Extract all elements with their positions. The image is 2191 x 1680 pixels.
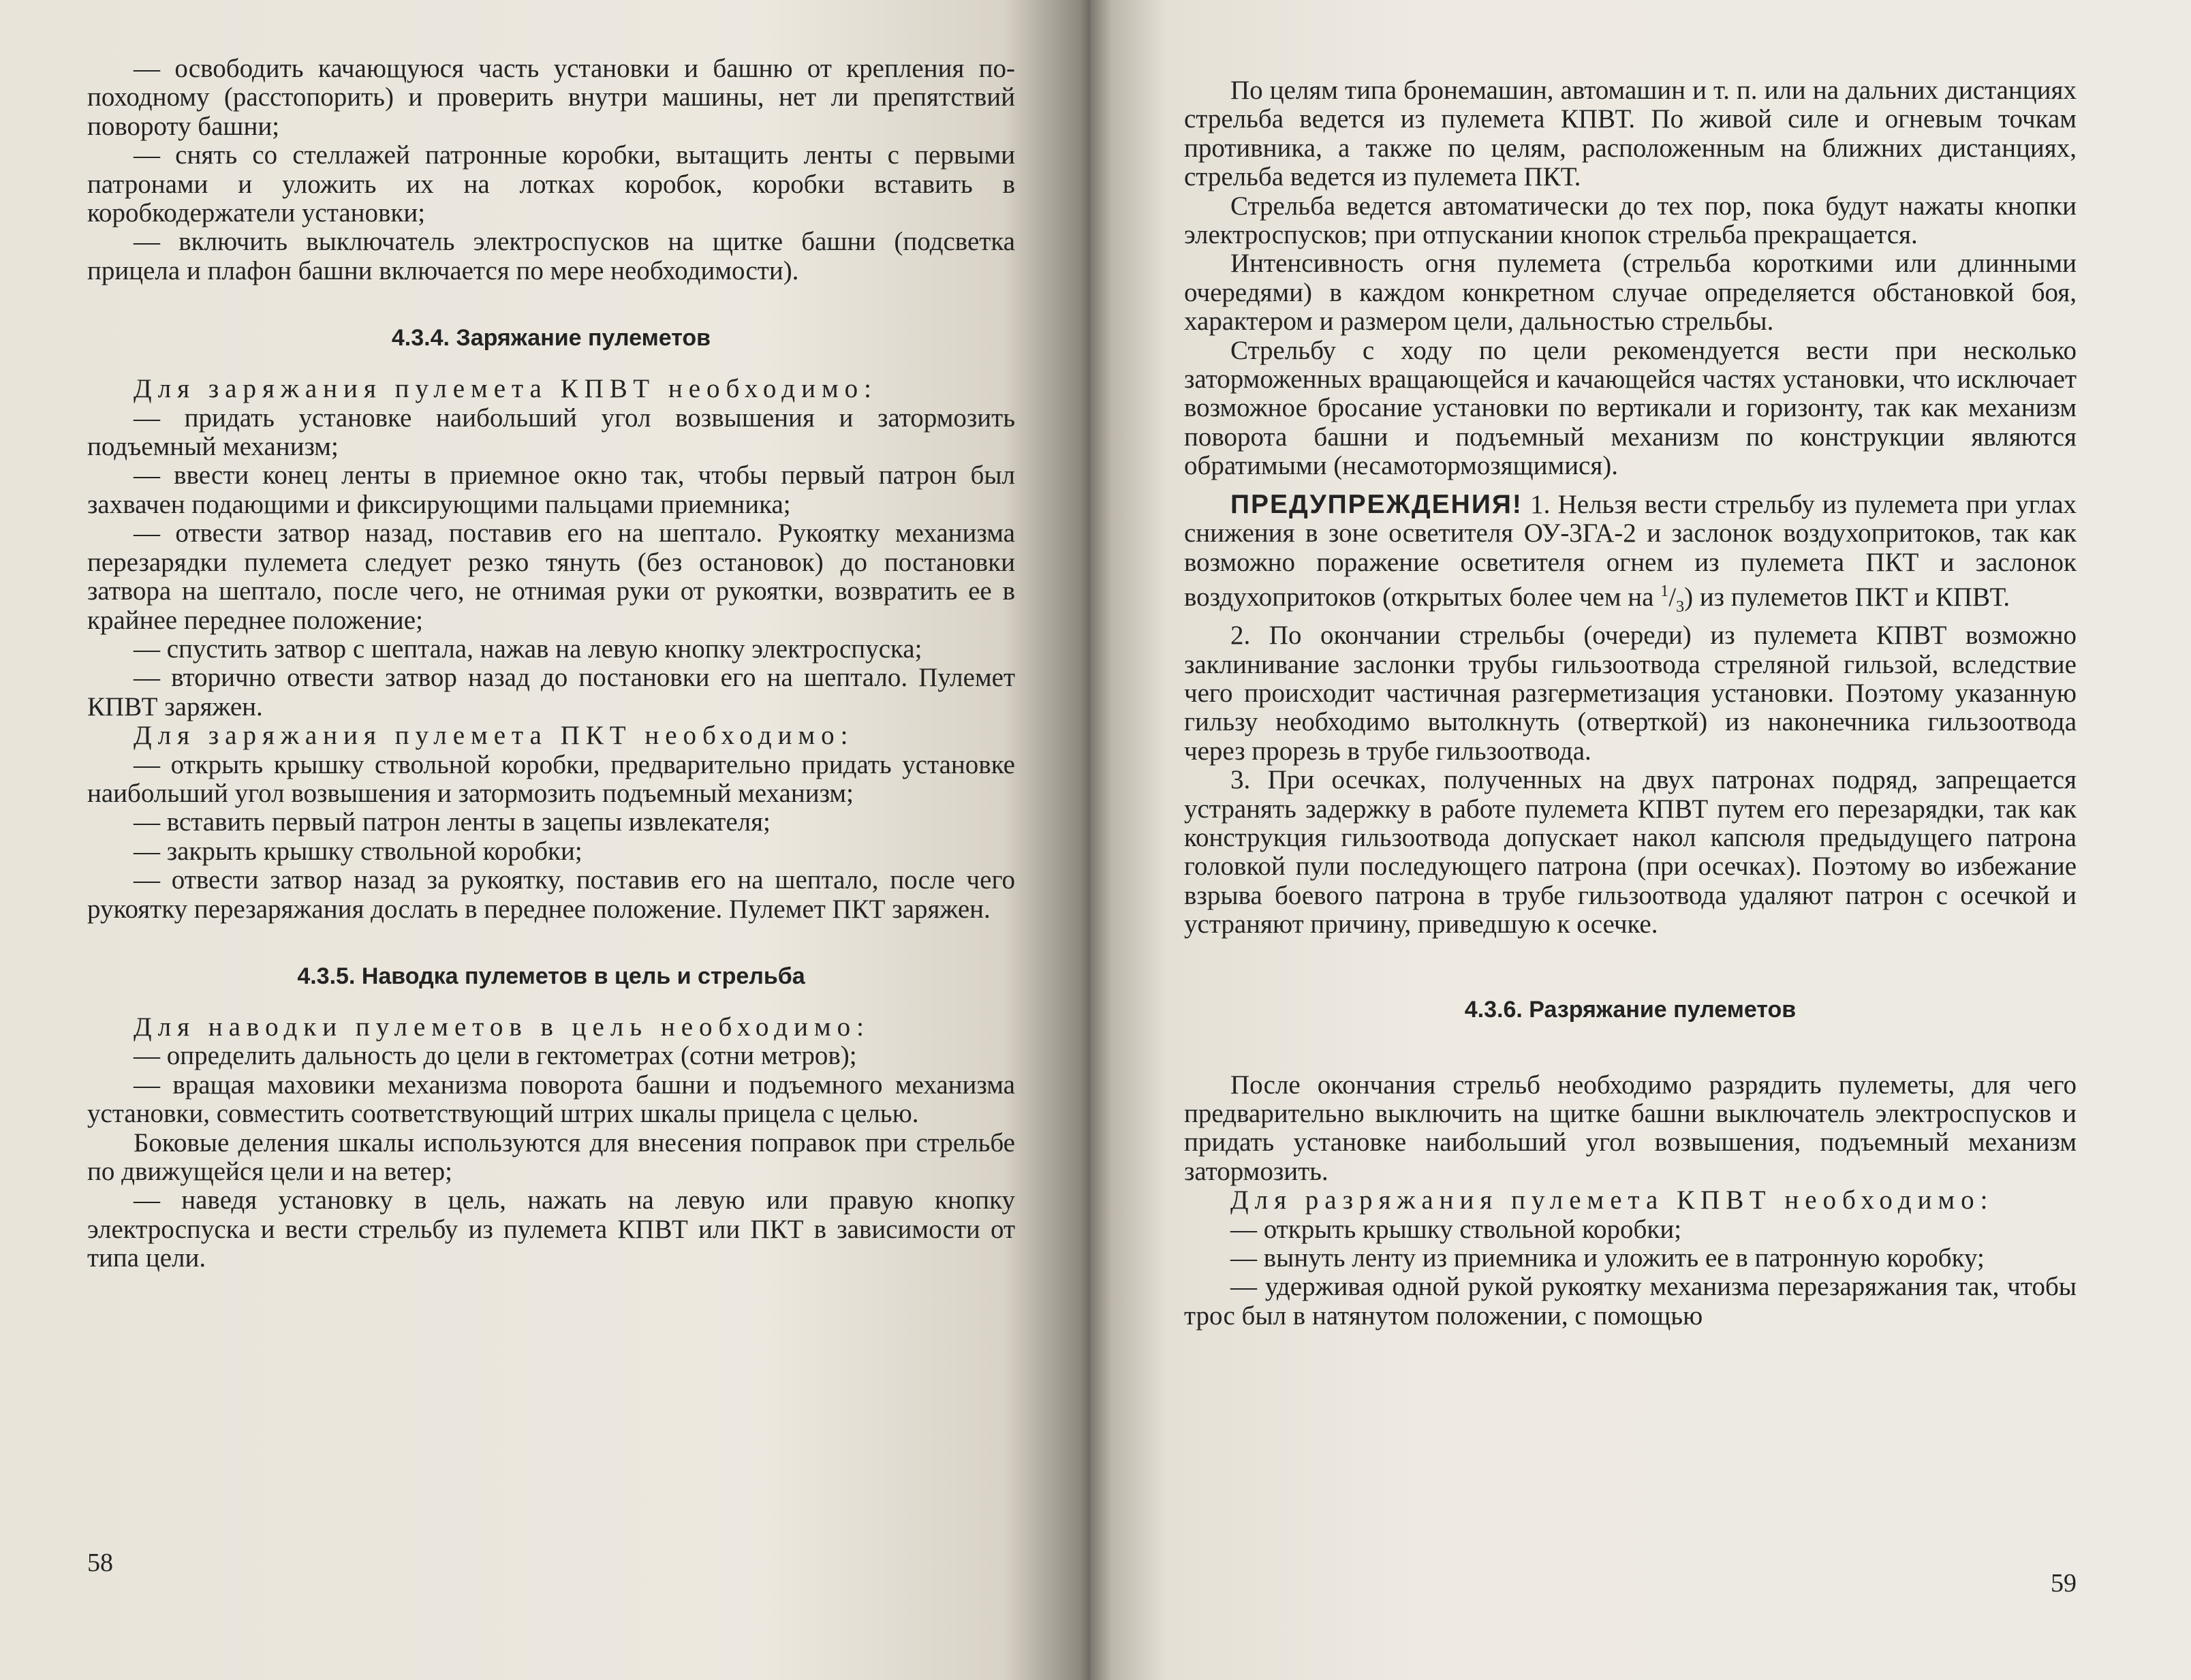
warning-label: ПРЕДУПРЕЖДЕНИЯ!: [1230, 489, 1523, 519]
list-item: — закрыть крышку ствольной коробки;: [134, 836, 582, 866]
list-item: — вставить первый патрон ленты в зацепы извлекателя;: [134, 807, 771, 837]
list-item: — открыть крышку ствольной коробки, предварительно придать установке наибольший угол возвышения и затормозить подъемный механизм;: [87, 749, 1015, 808]
list-item: — включить выключатель электроспусков на щитке башни (подсветка прицела и плафон башни включается по мере необходимости).: [87, 227, 1015, 285]
list-item: — открыть крышку ствольной коробки;: [1230, 1214, 1682, 1244]
paragraph: По целям типа бронемашин, автомашин и т. п. или на дальних дистанциях стрельба ведется из пулемета КПВТ. По живой силе и огневым точкам противника, а также по целям, расположенным на ближних дистанциях, стрельба ведется из пулемета ПКТ.: [1184, 76, 2077, 192]
section-heading-4-3-4: 4.3.4. Заряжание пулеметов: [391, 325, 711, 352]
warning-item-1: ПРЕДУПРЕЖДЕНИЯ! 1. Нельзя вести стрельбу из пулемета при углах снижения в зоне осветителя ОУ-3ГА-2 и заслонок воздухопритоков, так как возможно поражение осветителя огнем из пулемета ПКТ и заслонок воздухопритоков (открытых более чем на $^1/_3$) из пулеметов ПКТ и КПВТ.: [1184, 489, 2077, 616]
paragraph: После окончания стрельб необходимо разрядить пулеметы, для чего предварительно выключить на щитке башни выключатель электроспусков и придать установке наибольший угол возвышения, подъемный механизм затормозить.: [1184, 1070, 2077, 1186]
list-item: — снять со стеллажей патронные коробки, вытащить ленты с первыми патронами и уложить их на лотках коробок, коробки вставить в коробкодержатели установки;: [87, 140, 1015, 228]
section-heading-4-3-5: 4.3.5. Наводка пулеметов в цель и стрельба: [297, 963, 805, 989]
pkt-loading-intro: Для заряжания пулемета ПКТ необходимо:: [134, 721, 854, 751]
paragraph: Стрельбу с ходу по цели рекомендуется вести при несколько заторможенных вращающейся и качающейся частях установки, что исключает возможное бросание установки по вертикали и горизонту, так как механизм поворота башни и подъемный механизм по конструкции являются обратимыми (несамотормозящимися).: [1184, 335, 2077, 481]
list-item: — ввести конец ленты в приемное окно так, чтобы первый патрон был захвачен подающими и фиксирующими пальцами приемника;: [87, 461, 1015, 519]
list-item: — удерживая одной рукой рукоятку механизма перезаряжания так, чтобы трос был в натянутом положении, с помощью: [1184, 1272, 2077, 1331]
right-page: [1090, 0, 2191, 1680]
list-item: — придать установке наибольший угол возвышения и затормозить подъемный механизм;: [87, 403, 1015, 462]
list-item: — вращая маховики механизма поворота башни и подъемного механизма установки, совместить соответствующий штрих шкалы прицела с целью.: [87, 1070, 1015, 1129]
list-item: — отвести затвор назад, поставив его на шептало. Рукоятку механизма перезарядки пулемета следует резко тянуть (без остановок) до постановки затвора на шептало, после чего, не отнимая руки от рукоятки, возвратить ее в крайнее переднее положение;: [87, 518, 1015, 635]
kpvt-unloading-intro: Для разряжания пулемета КПВТ необходимо:: [1230, 1185, 1994, 1215]
list-item: — определить дальность до цели в гектометрах (сотни метров);: [134, 1041, 857, 1071]
list-item: — отвести затвор назад за рукоятку, поставив его на шептало, после чего рукоятку перезаряжания дослать в переднее положение. Пулемет ПКТ заряжен.: [87, 865, 1015, 924]
warning-item-2: 2. По окончании стрельбы (очереди) из пулемета КПВТ возможно заклинивание заслонки трубы гильзоотвода стреляной гильзой, вследствие чего происходит частичная разгерметизация установки. Поэтому указанную гильзу необходимо вытолкнуть (отверткой) из наконечника гильзоотвода через прорезь в трубе гильзоотвода.: [1184, 621, 2077, 766]
fraction: $^1/_3$: [1660, 582, 1685, 616]
kpvt-loading-intro: Для заряжания пулемета КПВТ необходимо:: [134, 374, 877, 404]
left-page: [0, 0, 1090, 1680]
paragraph: Интенсивность огня пулемета (стрельба короткими или длинными очередями) в каждом конкретном случае определяется обстановкой боя, характером и размером цели, дальностью стрельбы.: [1184, 249, 2077, 337]
list-item: — наведя установку в цель, нажать на левую или правую кнопку электроспуска и вести стрельбу из пулемета КПВТ или ПКТ в зависимости от типа цели.: [87, 1185, 1015, 1273]
list-item: — освободить качающуюся часть установки и башню от крепления по-походному (расстопорить) и проверить внутри машины, нет ли препятствий повороту башни;: [87, 54, 1015, 141]
page-number: 58: [87, 1549, 113, 1577]
warning-item-3: 3. При осечках, полученных на двух патронах подряд, запрещается устранять задержку в работе пулемета КПВТ путем его перезарядки, так как конструкция гильзоотвода допускает накол капсюля предыдущего патрона головкой пули последующего патрона (при осечках). Поэтому во избежание взрыва боевого патрона в трубе гильзоотвода удаляют патрон с осечкой и устраняют причину, приведшую к осечке.: [1184, 765, 2077, 939]
section-heading-4-3-6: 4.3.6. Разряжание пулеметов: [1464, 996, 1797, 1023]
aiming-intro: Для наводки пулеметов в цель необходимо:: [134, 1012, 870, 1042]
list-item: — вынуть ленту из приемника и уложить ее в патронную коробку;: [1230, 1243, 1985, 1273]
paragraph: Стрельба ведется автоматически до тех пор, пока будут нажаты кнопки электроспусков; при отпускании кнопок стрельба прекращается.: [1184, 191, 2077, 250]
list-item: — спустить затвор с шептала, нажав на левую кнопку электроспуска;: [134, 634, 922, 664]
list-item: — вторично отвести затвор назад до постановки его на шептало. Пулемет КПВТ заряжен.: [87, 663, 1015, 721]
list-item: Боковые деления шкалы используются для внесения поправок при стрельбе по движущейся цели и на ветер;: [87, 1127, 1015, 1186]
page-number: 59: [2051, 1569, 2077, 1598]
